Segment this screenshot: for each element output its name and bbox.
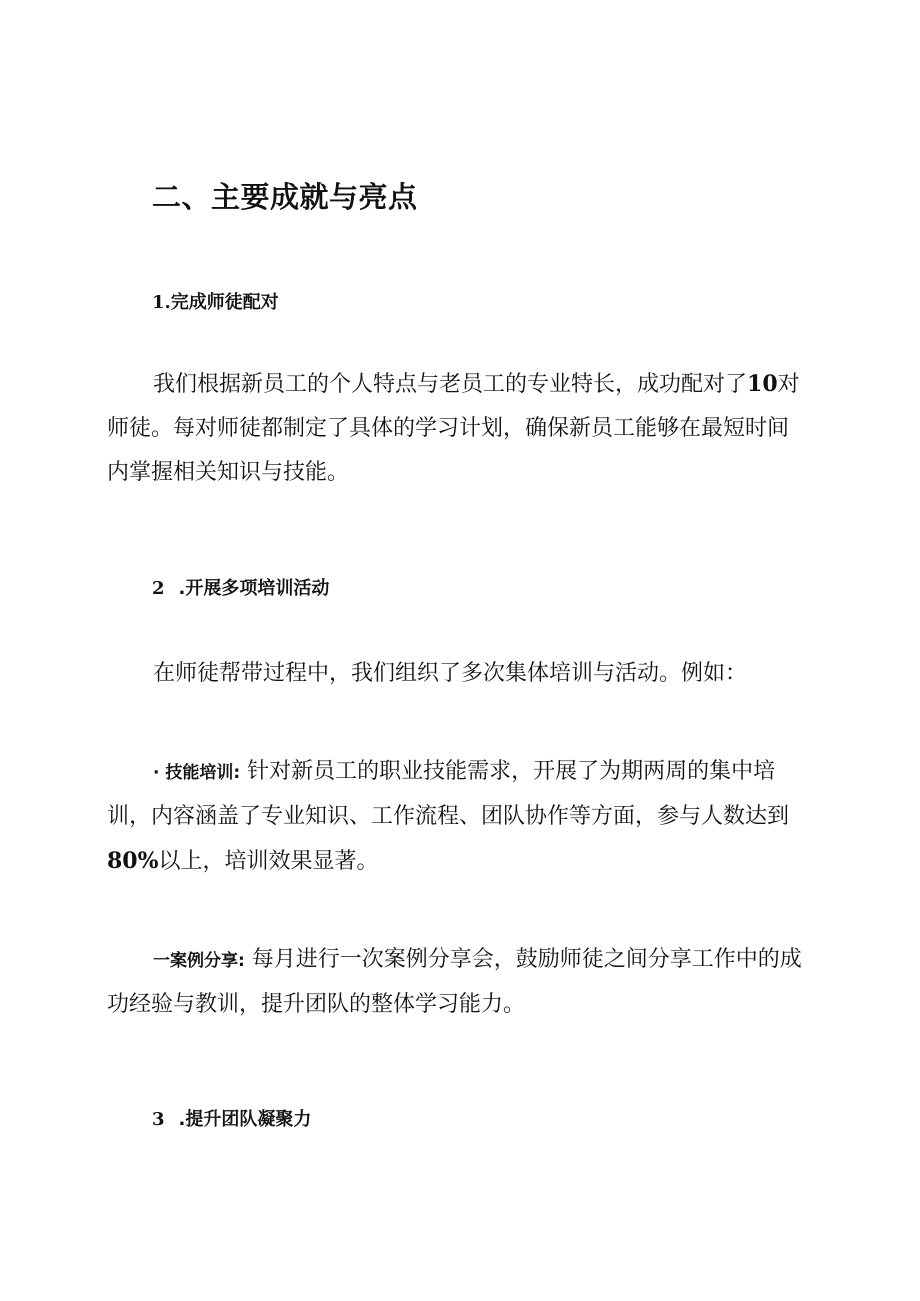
subheading-3 bbox=[152, 1105, 311, 1131]
bullet-skill-training bbox=[107, 750, 807, 884]
subheading-1-number: 1. bbox=[152, 292, 171, 313]
subheading-1-title: 完成师徒配对 bbox=[170, 292, 279, 313]
bullet-case-sharing-lead: 一案例分享: bbox=[153, 951, 245, 971]
subheading-2 bbox=[152, 574, 329, 600]
bullet-skill-training-lead: · 技能培训: bbox=[153, 763, 241, 783]
bullet-skill-training-percent: 80% bbox=[107, 848, 159, 874]
subheading-2-number: 2 bbox=[152, 578, 165, 599]
subheading-3-number: 3 bbox=[152, 1109, 165, 1130]
bullet-skill-training-text-b: 以上，培训效果显著。 bbox=[158, 849, 379, 874]
subheading-2-title: .开展多项培训活动 bbox=[178, 578, 330, 599]
paragraph-1 bbox=[107, 362, 807, 495]
paragraph-2-text: 在师徒帮带过程中，我们组织了多次集体培训与活动。例如： bbox=[153, 661, 748, 686]
paragraph-1-text-b: 对师徒。每对师徒都制定了具体的学习计划，确保新员工能够在最短时间内掌握相关知识与技能。 bbox=[107, 372, 800, 485]
bullet-skill-training-text-a: 针对新员工的职业技能需求，开展了为期两周的集中培训，内容涵盖了专业知识、工作流程、团队协作等方面，参与人数达到 bbox=[107, 759, 790, 829]
subheading-3-title: .提升团队凝聚力 bbox=[178, 1109, 312, 1130]
bullet-case-sharing-text: 每月进行一次案例分享会，鼓励师徒之间分享工作中的成功经验与教训，提升团队的整体学习能力。 bbox=[107, 947, 802, 1017]
paragraph-1-number: 10 bbox=[747, 371, 778, 397]
paragraph-2 bbox=[107, 652, 807, 696]
bullet-case-sharing bbox=[107, 938, 807, 1027]
paragraph-1-text-a: 我们根据新员工的个人特点与老员工的专业特长，成功配对了 bbox=[153, 372, 748, 397]
subheading-1 bbox=[152, 288, 279, 314]
section-heading: 二、主要成就与亮点 bbox=[152, 180, 418, 214]
